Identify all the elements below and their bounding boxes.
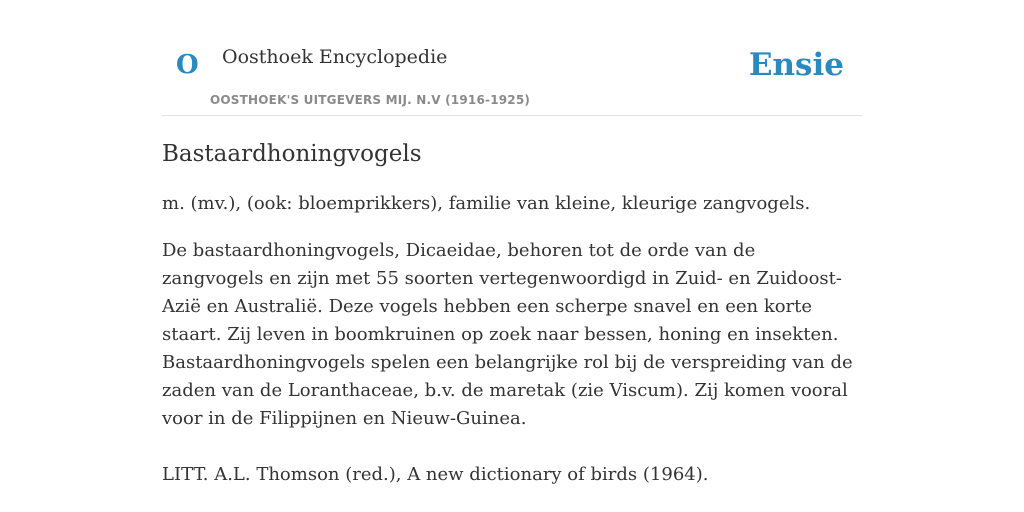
encyclopedia-title[interactable]: Oosthoek Encyclopedie — [222, 46, 448, 68]
encyclopedia-header — [162, 0, 862, 116]
site-logo-link[interactable]: Ensie — [748, 47, 844, 83]
article-content — [162, 138, 862, 489]
publisher-label: OOSTHOEK'S UITGEVERS MIJ. N.V (1916-1925) — [210, 93, 531, 107]
article-literature: LITT. A.L. Thomson (red.), A new dictionary of birds (1964). — [162, 464, 709, 485]
article-definition: m. (mv.), (ook: bloemprikkers), familie van kleine, kleurige zangvogels. — [162, 193, 811, 214]
encyclopedia-logo[interactable]: O — [176, 50, 199, 80]
article-title: Bastaardhoningvogels — [162, 141, 422, 167]
article-body: De bastaardhoningvogels, Dicaeidae, behoren tot de orde van de zangvogels en zijn met 55 soorten vertegenwoordigd in Zuid- en Zuidoost-Azië en Australië. Deze vogels hebben een scherpe snavel en een korte staart. Zij leven in boomkruinen op zoek naar bessen, honing en insekten. Bastaardhoningvogels spelen een belangrijke rol bij de verspreiding van de zaden van de Loranthaceae, b.v. de maretak (zie Viscum). Zij komen vooral voor in de Filippijnen en Nieuw-Guinea. — [162, 240, 853, 429]
